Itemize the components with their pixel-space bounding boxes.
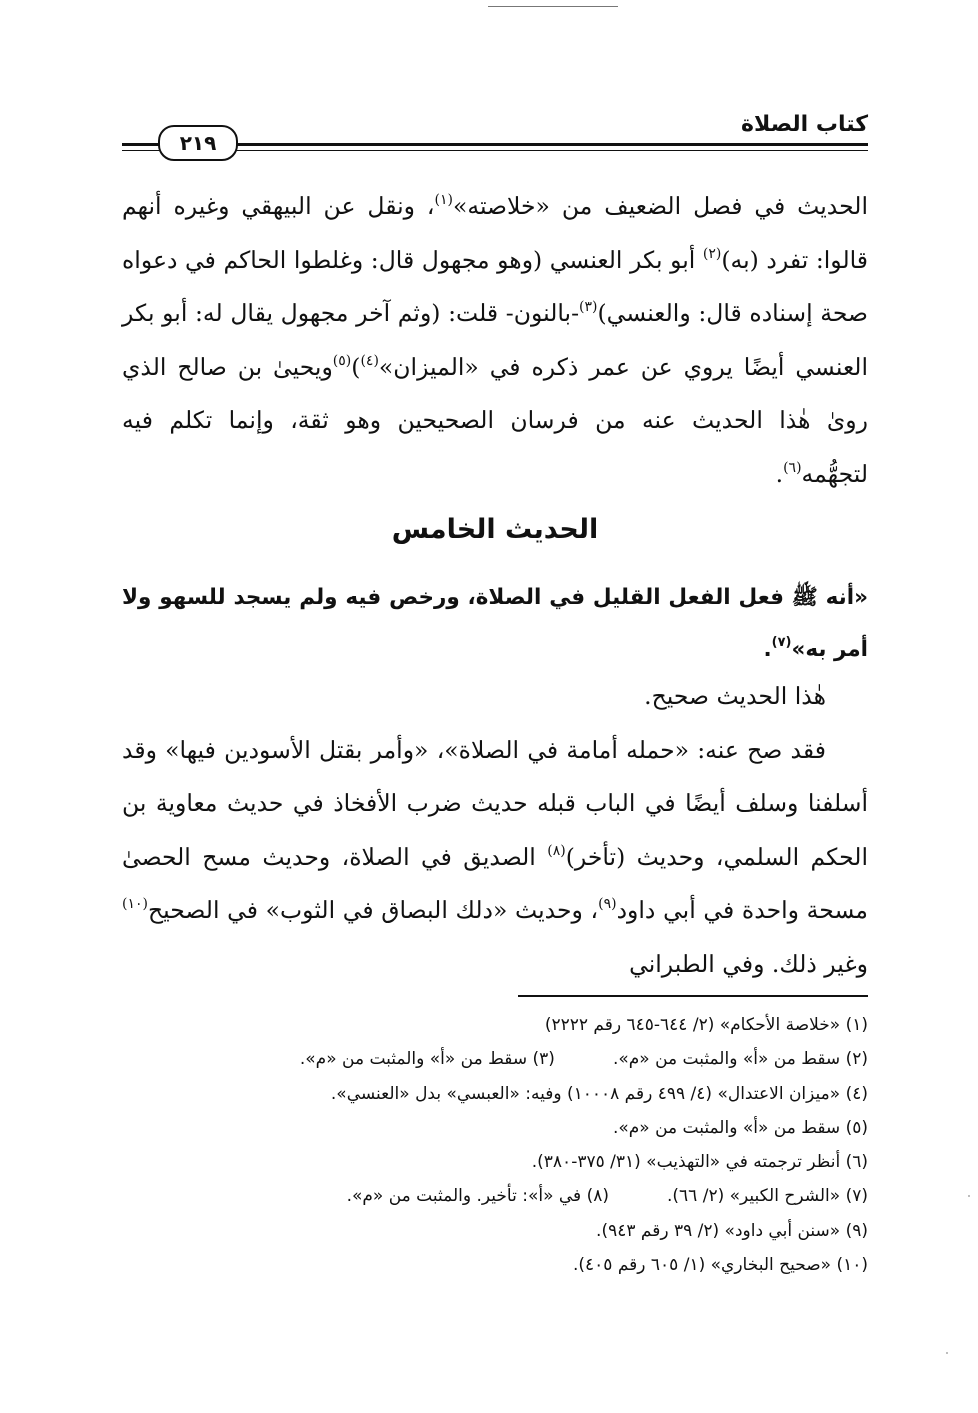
footnote-6: (٦) أنظر ترجمته في «التهذيب» (٣١/ ٣٧٥-٣٨٠).: [531, 1152, 868, 1173]
footnote-row: [122, 1008, 868, 1042]
footnote-row: [122, 1077, 868, 1111]
footnote-ref-5: (٥): [332, 352, 352, 369]
footnote-ref-4: (٤): [360, 352, 379, 369]
footnote-ref-10: (١٠): [122, 896, 148, 912]
paragraph-1: [122, 180, 868, 501]
footnote-row: [122, 1179, 868, 1213]
footnote-ref-9: (٩): [598, 896, 617, 912]
footnote-row: [122, 1042, 868, 1076]
footnote-row: [122, 1111, 868, 1145]
footnote-ref-6: (٦): [783, 459, 802, 476]
running-head: [122, 112, 868, 162]
footnote-2: (٢) سقط من «أ» والمثبت من «م».: [612, 1049, 868, 1070]
footnote-5: (٥) سقط من «أ» والمثبت من «م».: [612, 1117, 868, 1138]
scan-speck: [946, 1352, 948, 1354]
footnote-9: (٩) «سنن أبي داود» (٢/ ٣٩ رقم ٩٤٣).: [596, 1220, 868, 1241]
footnote-3: (٣) سقط من «أ» والمثبت من «م».: [299, 1049, 555, 1070]
paragraph-3-segment: الصديق في الصلاة، وحديث مسح الحصىٰ مسحة واحدة في أبي داود: [122, 842, 868, 924]
paragraph-1-segment: ويحيىٰ بن صالح الذي روىٰ هٰذا الحديث عنه من فرسان الصحيحين وهو ثقة، وإنما تكلم فيه لتجهُّمه: [122, 352, 868, 488]
footnote-8: (٨) في «أ»: تأخير. والمثبت من «م».: [346, 1186, 609, 1207]
footnote-ref-7: (٧): [771, 635, 792, 650]
scan-speck: [968, 1195, 970, 1197]
paragraph-1-segment: ): [351, 352, 361, 381]
body-text-2: [122, 670, 868, 991]
paragraph-1-segment: الحديث في فصل الضعيف من «خلاصته»: [452, 192, 868, 220]
footnote-4: (٤) «ميزان الاعتدال» (٤/ ٤٩٩ رقم ١٠٠٠٨) وفيه: «العبسي» بدل «العنسي».: [330, 1083, 868, 1104]
footnotes: [122, 1008, 868, 1282]
hadith-text: [122, 572, 868, 676]
paragraph-3-segment: ، وحديث «دلك البصاق في الثوب» في الصحيح: [147, 896, 599, 924]
footnote-ref-3: (٣): [579, 299, 598, 315]
paragraph-3-segment: فقد صح عنه: «حمله أمامة في الصلاة»، «وأمر بقتل الأسودين فيها» وقد أسلفنا وسلف أيضًا في الباب قبله حديث ضرب الأفخاذ في حديث معاوية بن الحكم السلمي، وحديث (تأخر): [122, 735, 869, 871]
footnote-ref-1: (١): [434, 192, 453, 208]
footnote-row: [122, 1214, 868, 1248]
page-number: ٢١٩: [158, 125, 238, 161]
paragraph-3: [122, 724, 868, 992]
footnote-1: (١) «خلاصة الأحكام» (٢/ ٦٤٤-٦٤٥ رقم ٢٢٢٢): [544, 1015, 868, 1035]
paragraph-1-segment: ، ونقل عن البيهقي وغيره أنهم قالوا: تفرد (به): [122, 192, 868, 274]
hadith-end: .: [763, 637, 772, 662]
paragraph-2: هٰذا الحديث صحيح.: [644, 682, 826, 710]
footnote-ref-2: (٢): [702, 245, 722, 262]
footnote-7: (٧) «الشرح الكبير» (٢/ ٦٦).: [666, 1186, 868, 1207]
top-crop-mark: [488, 6, 618, 7]
paragraph-1-segment: .: [775, 459, 784, 488]
paragraph-1-segment: أبو بكر العنسي (وهو مجهول قال: وغلطوا الحاكم في دعواه صحة إسناده قال: والعنسي): [122, 245, 869, 327]
footnote-10: (١٠) «صحيح البخاري» (١/ ٦٠٥ رقم ٤٠٥).: [572, 1255, 868, 1276]
footnote-row: [122, 1145, 868, 1179]
paragraph-3-segment: وغير ذلك. وفي الطبراني: [629, 949, 868, 978]
footnote-ref-8: (٨): [547, 842, 566, 859]
footnote-row: [122, 1248, 868, 1282]
paragraph-1-segment: -بالنون- قلت: (وثم آخر مجهول يقال له: أبو بكر العنسي أيضًا يروي عن عمر ذكره في «الميزان»: [122, 299, 868, 381]
book-section-title: كتاب الصلاة: [741, 112, 868, 137]
hadith-quote: «أنه ﷺ فعل الفعل القليل في الصلاة، ورخص فيه ولم يسجد للسهو ولا أمر به»: [122, 585, 868, 662]
section-heading: الحديث الخامس: [391, 514, 599, 545]
footnote-separator: [518, 995, 868, 997]
